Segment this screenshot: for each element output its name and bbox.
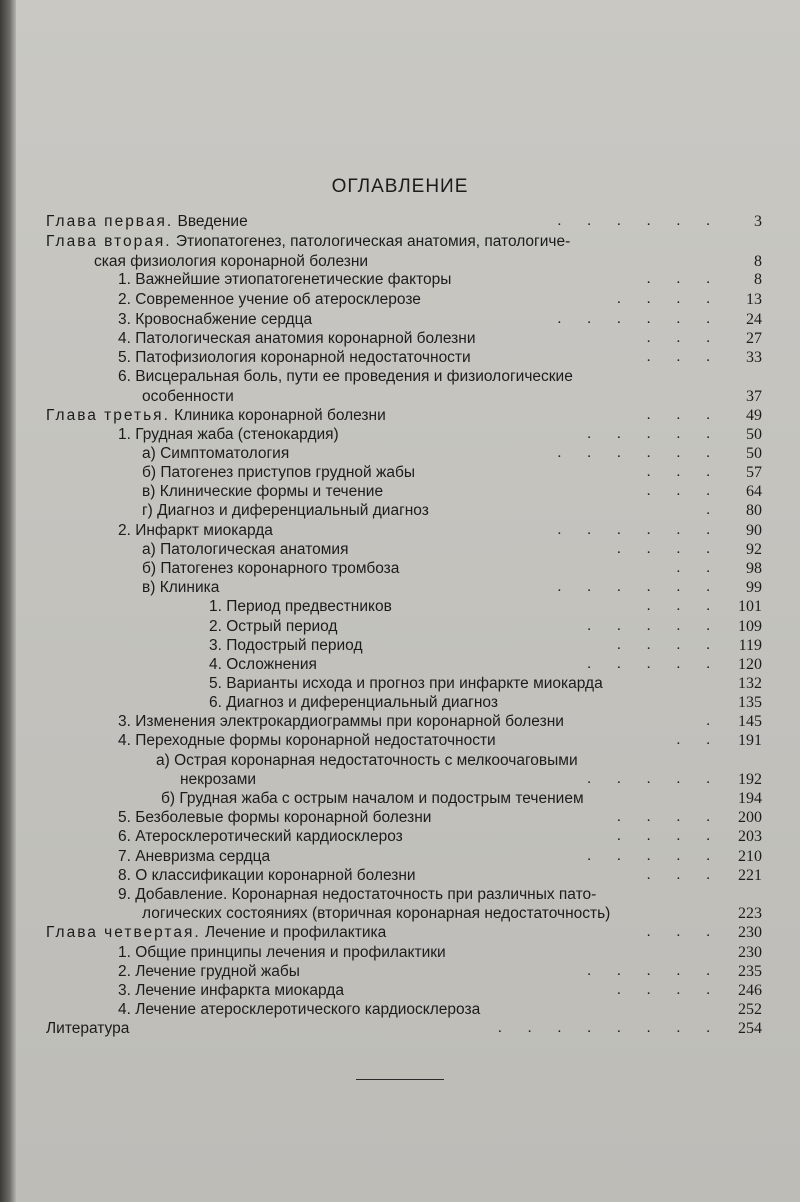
toc-entry xyxy=(0,1019,800,1038)
dot-leader: ...... xyxy=(557,579,736,595)
entry-title: 5. Варианты исхода и прогноз при инфаркте миокарда xyxy=(209,675,603,692)
entry-title: а) Острая коронарная недостаточность с мелкоочаговыми xyxy=(156,752,578,769)
page-number: 203 xyxy=(738,828,762,845)
toc-entry-text xyxy=(118,885,596,904)
entry-title: 2. Инфаркт миокарда xyxy=(118,522,273,539)
dot-leader: ..... xyxy=(587,618,736,634)
entry-title: г) Диагноз и диференциальный диагноз xyxy=(142,502,429,519)
dot-leader: ..... xyxy=(587,848,736,864)
toc-entry-text xyxy=(142,904,610,923)
entry-title: 8. О классификации коронарной болезни xyxy=(118,867,416,884)
entry-title: 2. Лечение грудной жабы xyxy=(118,963,300,980)
toc-entry xyxy=(0,731,800,750)
page-number: 246 xyxy=(738,982,762,999)
toc-entry-text xyxy=(118,712,564,731)
page-number: 24 xyxy=(746,311,762,328)
dot-leader: .... xyxy=(617,809,736,825)
toc-entry xyxy=(0,943,800,962)
entry-title: 5. Безболевые формы коронарной болезни xyxy=(118,809,432,826)
page-number: 99 xyxy=(746,579,762,596)
toc-entry xyxy=(0,617,800,636)
page-number: 192 xyxy=(738,771,762,788)
dot-leader: .... xyxy=(617,541,736,557)
dot-leader: ...... xyxy=(557,213,736,229)
page-number: 8 xyxy=(754,271,762,288)
toc-entry-text xyxy=(209,693,498,712)
toc-entry xyxy=(0,655,800,674)
toc-entry-text xyxy=(118,943,446,962)
chapter-label: Глава третья. xyxy=(46,407,170,424)
toc-entry-text xyxy=(118,962,300,981)
entry-title: 1. Важнейшие этиопатогенетические факторы xyxy=(118,271,452,288)
toc-entry-text xyxy=(142,540,348,559)
page-number: 135 xyxy=(738,694,762,711)
toc-entry xyxy=(0,310,800,329)
dot-leader: ..... xyxy=(587,656,736,672)
page-number: 50 xyxy=(746,426,762,443)
toc-entry-text xyxy=(46,406,386,425)
entry-title: Введение xyxy=(173,213,248,230)
toc-entry xyxy=(0,406,800,425)
dot-leader: .. xyxy=(676,560,736,576)
toc-entry-text xyxy=(118,290,421,309)
page-number: 33 xyxy=(746,349,762,366)
page-number: 37 xyxy=(746,388,762,405)
toc-entry xyxy=(0,290,800,309)
dot-leader: ..... xyxy=(587,963,736,979)
toc-entry xyxy=(0,252,800,271)
page-number: 80 xyxy=(746,502,762,519)
toc-entry-text xyxy=(142,482,383,501)
entry-title: 9. Добавление. Коронарная недостаточность при различных пато- xyxy=(118,886,597,903)
toc-entry-text xyxy=(142,559,399,578)
toc-entry-text xyxy=(118,808,431,827)
toc-entry xyxy=(0,232,800,251)
page-number: 57 xyxy=(746,464,762,481)
page-number: 109 xyxy=(738,618,762,635)
toc-entry xyxy=(0,827,800,846)
dot-leader: ... xyxy=(646,407,736,423)
entry-title: особенности xyxy=(142,388,234,405)
toc-entry-text xyxy=(118,270,451,289)
dot-leader: .... xyxy=(617,828,736,844)
entry-title: в) Клинические формы и течение xyxy=(142,483,384,500)
toc-entry xyxy=(0,636,800,655)
toc-entry-text xyxy=(118,425,339,444)
entry-title: 3. Лечение инфаркта миокарда xyxy=(118,982,344,999)
toc-entry-text xyxy=(94,252,368,271)
toc-entry-text xyxy=(142,387,234,406)
chapter-label: Глава четвертая. xyxy=(46,924,201,941)
dot-leader: ... xyxy=(646,483,736,499)
toc-entry-text xyxy=(118,521,273,540)
dot-leader: .. xyxy=(676,732,736,748)
toc-entry-text xyxy=(118,731,496,750)
dot-leader: ... xyxy=(646,867,736,883)
toc-entry-text xyxy=(209,636,363,655)
toc-entry xyxy=(0,482,800,501)
toc-entry-text xyxy=(118,310,312,329)
toc-entry-text xyxy=(142,463,415,482)
page-number: 252 xyxy=(738,1001,762,1018)
toc-entry xyxy=(0,808,800,827)
entry-title: б) Патогенез приступов грудной жабы xyxy=(142,464,416,481)
toc-entry xyxy=(0,540,800,559)
toc-entry xyxy=(0,463,800,482)
entry-title: Лечение и профилактика xyxy=(200,924,387,941)
dot-leader: ...... xyxy=(557,445,736,461)
toc-entry-text xyxy=(118,866,416,885)
entry-title: в) Клиника xyxy=(142,579,220,596)
entry-title: 4. Переходные формы коронарной недостаточности xyxy=(118,732,496,749)
toc-entry-text xyxy=(209,597,392,616)
dot-leader: ... xyxy=(646,349,736,365)
page-number: 3 xyxy=(754,213,762,230)
entry-title: 3. Подострый период xyxy=(209,637,363,654)
entry-title: б) Патогенез коронарного тромбоза xyxy=(142,560,400,577)
dot-leader: .... xyxy=(617,291,736,307)
entry-title: 6. Атеросклеротический кардиосклероз xyxy=(118,828,403,845)
page-number: 119 xyxy=(738,637,762,654)
entry-title: 1. Грудная жаба (стенокардия) xyxy=(118,426,339,443)
page-number: 254 xyxy=(738,1020,762,1037)
toc-entry xyxy=(0,501,800,520)
toc-entry xyxy=(0,387,800,406)
page-number: 221 xyxy=(738,867,762,884)
page-number: 120 xyxy=(738,656,762,673)
toc-entry xyxy=(0,693,800,712)
entry-title: 3. Кровоснабжение сердца xyxy=(118,311,313,328)
toc-entry xyxy=(0,674,800,693)
toc-entry-text xyxy=(209,655,317,674)
toc-entry xyxy=(0,212,800,231)
entry-title: 6. Диагноз и диференциальный диагноз xyxy=(209,694,498,711)
dot-leader: ... xyxy=(646,330,736,346)
entry-title: 4. Лечение атеросклеротического кардиосклероза xyxy=(118,1001,481,1018)
toc-entry-text xyxy=(46,232,570,251)
page-number: 8 xyxy=(754,253,762,270)
toc-entry xyxy=(0,559,800,578)
toc-entry xyxy=(0,712,800,731)
toc-entry xyxy=(0,847,800,866)
toc-entry-text xyxy=(118,827,403,846)
entry-title: Этиопатогенез, патологическая анатомия, патологиче- xyxy=(171,233,571,250)
page-number: 200 xyxy=(738,809,762,826)
page-number: 13 xyxy=(746,291,762,308)
toc-entry xyxy=(0,770,800,789)
toc-entry xyxy=(0,866,800,885)
toc-entry xyxy=(0,751,800,770)
toc-entry xyxy=(0,348,800,367)
entry-title: 7. Аневризма сердца xyxy=(118,848,271,865)
dot-leader: .... xyxy=(617,982,736,998)
toc-entry-text xyxy=(46,212,248,231)
page-number: 50 xyxy=(746,445,762,462)
entry-title: 3. Изменения электрокардиограммы при коронарной болезни xyxy=(118,713,564,730)
toc-entry-text xyxy=(118,1000,480,1019)
dot-leader: . xyxy=(706,502,736,518)
toc-entry-text xyxy=(46,1019,129,1038)
entry-title: Литература xyxy=(46,1020,130,1037)
toc-entry xyxy=(0,521,800,540)
toc-entry xyxy=(0,578,800,597)
dot-leader: ..... xyxy=(587,426,736,442)
toc-entry xyxy=(0,270,800,289)
entry-title: 2. Острый период xyxy=(209,618,338,635)
page-number: 101 xyxy=(738,598,762,615)
page-number: 92 xyxy=(746,541,762,558)
toc-entry-text xyxy=(156,751,578,770)
page-number: 98 xyxy=(746,560,762,577)
page-number: 235 xyxy=(738,963,762,980)
dot-leader: ...... xyxy=(557,311,736,327)
toc-entry-text xyxy=(118,367,573,386)
toc-entry-text xyxy=(209,617,337,636)
page-number: 230 xyxy=(738,944,762,961)
toc-entry-text xyxy=(118,847,270,866)
toc-entry xyxy=(0,981,800,1000)
entry-title: 6. Висцеральная боль, пути ее проведения и физиологические xyxy=(118,368,573,385)
entry-title: 4. Осложнения xyxy=(209,656,317,673)
page-number: 90 xyxy=(746,522,762,539)
entry-title: 1. Период предвестников xyxy=(209,598,392,615)
page-number: 210 xyxy=(738,848,762,865)
dot-leader: ... xyxy=(646,464,736,480)
entry-title: а) Симптоматология xyxy=(142,445,290,462)
toc-entry xyxy=(0,885,800,904)
entry-title: ская физиология коронарной болезни xyxy=(94,253,369,270)
page-number: 230 xyxy=(738,924,762,941)
entry-title: 2. Современное учение об атеросклерозе xyxy=(118,291,421,308)
toc-entry-text xyxy=(118,981,344,1000)
end-rule xyxy=(356,1079,444,1080)
toc-entry-text xyxy=(142,444,289,463)
page-number: 64 xyxy=(746,483,762,500)
dot-leader: ... xyxy=(646,271,736,287)
toc-entry xyxy=(0,367,800,386)
entry-title: 4. Патологическая анатомия коронарной болезни xyxy=(118,330,476,347)
page-number: 223 xyxy=(738,905,762,922)
entry-title: логических состояниях (вторичная коронарная недостаточность) xyxy=(142,905,611,922)
toc-entry xyxy=(0,962,800,981)
toc-entry-text xyxy=(142,578,219,597)
entry-title: 1. Общие принципы лечения и профилактики xyxy=(118,944,446,961)
entry-title: 5. Патофизиология коронарной недостаточности xyxy=(118,349,471,366)
toc-entry xyxy=(0,789,800,808)
toc-entry-text xyxy=(209,674,603,693)
page-number: 132 xyxy=(738,675,762,692)
toc-entry xyxy=(0,597,800,616)
dot-leader: ... xyxy=(646,924,736,940)
dot-leader: ... xyxy=(646,598,736,614)
toc-entry-text xyxy=(118,348,471,367)
page-number: 145 xyxy=(738,713,762,730)
page-number: 194 xyxy=(738,790,762,807)
dot-leader: ...... xyxy=(557,522,736,538)
page-number: 191 xyxy=(738,732,762,749)
entry-title: некрозами xyxy=(180,771,257,788)
page-title: ОГЛАВЛЕНИЕ xyxy=(331,176,469,197)
toc-entry xyxy=(0,329,800,348)
dot-leader: . xyxy=(706,713,736,729)
toc-entry xyxy=(0,444,800,463)
entry-title: Клиника коронарной болезни xyxy=(169,407,386,424)
entry-title: б) Грудная жаба с острым началом и подострым течением xyxy=(161,790,584,807)
dot-leader: .... xyxy=(617,637,736,653)
dot-leader: ..... xyxy=(587,771,736,787)
entry-title: а) Патологическая анатомия xyxy=(142,541,349,558)
toc-entry-text xyxy=(180,770,256,789)
toc-entry xyxy=(0,1000,800,1019)
chapter-label: Глава вторая. xyxy=(46,233,172,250)
dot-leader: ........ xyxy=(498,1020,736,1036)
toc-entry-text xyxy=(142,501,429,520)
page-number: 49 xyxy=(746,407,762,424)
toc-entry xyxy=(0,923,800,942)
page-number: 27 xyxy=(746,330,762,347)
toc-entry-text xyxy=(161,789,584,808)
toc-entry-text xyxy=(46,923,386,942)
chapter-label: Глава первая. xyxy=(46,213,174,230)
toc-entry xyxy=(0,904,800,923)
toc-entry xyxy=(0,425,800,444)
toc-entry-text xyxy=(118,329,475,348)
